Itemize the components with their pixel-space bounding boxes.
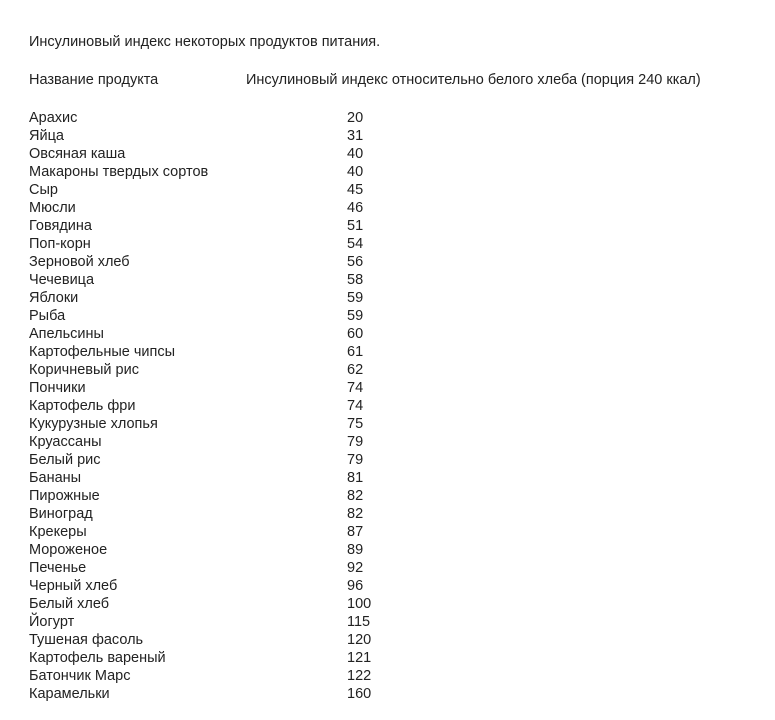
product-name: Карамельки <box>29 686 110 702</box>
insulin-index-value: 54 <box>347 236 364 252</box>
product-name: Круассаны <box>29 434 102 450</box>
insulin-index-value: 115 <box>347 614 371 630</box>
insulin-index-value: 40 <box>347 146 364 162</box>
table-row <box>0 343 775 361</box>
table-row <box>0 469 775 487</box>
product-name: Овсяная каша <box>29 146 126 162</box>
insulin-index-value: 160 <box>347 686 372 702</box>
insulin-index-value: 51 <box>347 218 364 234</box>
table-row <box>0 235 775 253</box>
product-name: Тушеная фасоль <box>29 632 144 648</box>
insulin-index-value: 60 <box>347 326 364 342</box>
product-name: Говядина <box>29 218 92 234</box>
product-name: Апельсины <box>29 326 104 342</box>
table-row <box>0 685 775 703</box>
product-name: Рыба <box>29 308 66 324</box>
insulin-index-value: 121 <box>347 650 372 666</box>
insulin-index-value: 45 <box>347 182 364 198</box>
table-row <box>0 397 775 415</box>
product-name: Макароны твердых сортов <box>29 164 209 180</box>
product-name: Йогурт <box>29 614 75 630</box>
table-row <box>0 649 775 667</box>
insulin-index-value: 87 <box>347 524 364 540</box>
insulin-index-value: 20 <box>347 110 364 126</box>
insulin-index-value: 79 <box>347 452 364 468</box>
table-row <box>0 559 775 577</box>
product-name: Мюсли <box>29 200 76 216</box>
insulin-index-value: 81 <box>347 470 364 486</box>
product-name: Картофель вареный <box>29 650 166 666</box>
table-row <box>0 289 775 307</box>
table-row <box>0 271 775 289</box>
table-row <box>0 451 775 469</box>
insulin-index-value: 120 <box>347 632 372 648</box>
table-row <box>0 523 775 541</box>
insulin-index-value: 62 <box>347 362 364 378</box>
insulin-index-value: 96 <box>347 578 364 594</box>
table-row <box>0 577 775 595</box>
product-name: Печенье <box>29 560 87 576</box>
table-row <box>0 181 775 199</box>
product-name: Кукурузные хлопья <box>29 416 158 432</box>
insulin-index-value: 92 <box>347 560 364 576</box>
table-row <box>0 595 775 613</box>
product-name: Бананы <box>29 470 82 486</box>
product-name: Зерновой хлеб <box>29 254 130 270</box>
insulin-index-value: 46 <box>347 200 364 216</box>
table-row <box>0 379 775 397</box>
insulin-index-value: 59 <box>347 290 364 306</box>
table-row <box>0 505 775 523</box>
product-name: Сыр <box>29 182 58 198</box>
product-name: Белый рис <box>29 452 101 468</box>
product-name: Картофель фри <box>29 398 136 414</box>
product-name: Чечевица <box>29 272 95 288</box>
product-name: Черный хлеб <box>29 578 118 594</box>
product-name: Картофельные чипсы <box>29 344 176 360</box>
product-name: Виноград <box>29 506 93 522</box>
table-row <box>0 325 775 343</box>
table-row <box>0 487 775 505</box>
table-row <box>0 415 775 433</box>
insulin-index-value: 74 <box>347 398 364 414</box>
product-name: Арахис <box>29 110 78 126</box>
insulin-index-value: 100 <box>347 596 372 612</box>
table-row <box>0 127 775 145</box>
insulin-index-value: 40 <box>347 164 364 180</box>
insulin-index-value: 79 <box>347 434 364 450</box>
product-name: Батончик Марс <box>29 668 131 684</box>
insulin-index-value: 82 <box>347 506 364 522</box>
insulin-index-value: 122 <box>347 668 372 684</box>
table-row <box>0 433 775 451</box>
column-header-insulin-index: Инсулиновый индекс относительно белого хлеба (порция 240 ккал) <box>246 72 701 88</box>
product-name: Белый хлеб <box>29 596 110 612</box>
table-row <box>0 361 775 379</box>
table-row <box>0 163 775 181</box>
insulin-index-value: 61 <box>347 344 364 360</box>
table-row <box>0 631 775 649</box>
table-row <box>0 109 775 127</box>
product-name: Поп-корн <box>29 236 91 252</box>
insulin-index-value: 56 <box>347 254 364 270</box>
product-name: Яблоки <box>29 290 79 306</box>
table-row <box>0 541 775 559</box>
product-name: Пирожные <box>29 488 100 504</box>
table-row <box>0 667 775 685</box>
insulin-index-value: 31 <box>347 128 364 144</box>
insulin-index-value: 89 <box>347 542 364 558</box>
insulin-index-value: 58 <box>347 272 364 288</box>
product-name: Мороженое <box>29 542 108 558</box>
insulin-index-value: 59 <box>347 308 364 324</box>
table-row <box>0 613 775 631</box>
table-row <box>0 217 775 235</box>
product-name: Пончики <box>29 380 86 396</box>
insulin-index-value: 82 <box>347 488 364 504</box>
product-list <box>0 109 775 703</box>
table-row <box>0 145 775 163</box>
product-name: Яйца <box>29 128 64 144</box>
table-row <box>0 307 775 325</box>
product-name: Крекеры <box>29 524 87 540</box>
product-name: Коричневый рис <box>29 362 139 378</box>
column-header-product-name: Название продукта <box>29 72 159 88</box>
table-row <box>0 199 775 217</box>
table-header <box>0 71 775 89</box>
table-row <box>0 253 775 271</box>
insulin-index-value: 74 <box>347 380 364 396</box>
page-title: Инсулиновый индекс некоторых продуктов питания. <box>29 34 381 50</box>
insulin-index-value: 75 <box>347 416 364 432</box>
